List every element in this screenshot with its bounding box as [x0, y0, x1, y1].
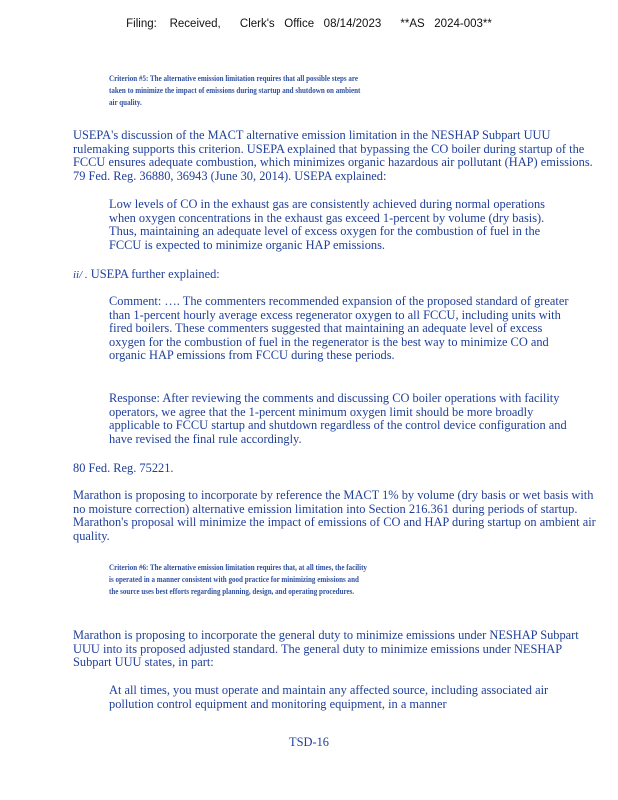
block-quote-low-levels-co: Low levels of CO in the exhaust gas are consistently achieved during normal operations when oxygen concentrations in the exhaust gas exceed 1-percent by volume (dry basis). Thus, maintaining an adequate level of excess oxygen for the combustion of fuel in the FCCU is expected to minimize organic HAP emissions. [109, 197, 545, 252]
paragraph-usepa-discussion: USEPA's discussion of the MACT alternative emission limitation in the NESHAP Subpart UUU rulemaking supports this criterion. USEPA explained that bypassing the CO boiler during startup of the FCCU ensures adequate combustion, which minimizes organic hazardous air pollutant (HAP) emissions. 79 Fed. Reg. 36880, 36943 (June 30, 2014). USEPA explained: [73, 128, 593, 183]
footnote-marker: ii/ . [73, 269, 88, 281]
paragraph-usepa-further-text: USEPA further explained: [90, 267, 220, 281]
paragraph-general-duty: Marathon is proposing to incorporate the general duty to minimize emissions under NESHAP Subpart UUU into its proposed adjusted standard. The general duty to minimize emissions under NESHAP Subpart UUU states, in part: [73, 628, 579, 670]
block-quote-at-all-times: At all times, you must operate and maintain any affected source, including associated air pollution control equipment and monitoring equipment, in a manner [109, 683, 549, 711]
page-number: TSD-16 [289, 735, 329, 749]
citation-80-fed-reg: 80 Fed. Reg. 75221. [73, 461, 174, 475]
criterion-6-heading: Criterion #6: The alternative emission limitation requires that, at all times, the facility is operated in a manner consistent with good practice for minimizing emissions and the source uses best efforts regarding planning, design, and operating procedures. [109, 562, 367, 596]
filing-header: Filing: Received, Clerk's Office 08/14/2023 **AS 2024-003** [126, 18, 492, 30]
criterion-5-heading: Criterion #5: The alternative emission limitation requires that all possible steps are taken to minimize the impact of emissions during startup and shutdown on ambient air quality. [109, 73, 361, 107]
paragraph-marathon-proposal: Marathon is proposing to incorporate by reference the MACT 1% by volume (dry basis or wet basis with no moisture correction) alternative emission limitation into Section 216.361 during periods of startup. Marathon's proposal will minimize the impact of emissions of CO and HAP during startup on ambient air quality. [73, 488, 596, 543]
block-quote-comment: Comment: …. The commenters recommended expansion of the proposed standard of greater than 1-percent hourly average excess regenerator oxygen to all FCCU, including units with fired boilers. These commenters suggested that maintaining an adequate level of excess oxygen for the combustion of fuel in the regenerator is the best way to minimize CO and organic HAP emissions from FCCU during these periods. [109, 294, 569, 363]
paragraph-usepa-further [73, 268, 603, 283]
block-quote-response: Response: After reviewing the comments and discussing CO boiler operations with facility operators, we agree that the 1-percent minimum oxygen limit should be more broadly applicable to FCCU startup and shutdown regardless of the control device configuration and have revised the final rule accordingly. [109, 391, 567, 446]
